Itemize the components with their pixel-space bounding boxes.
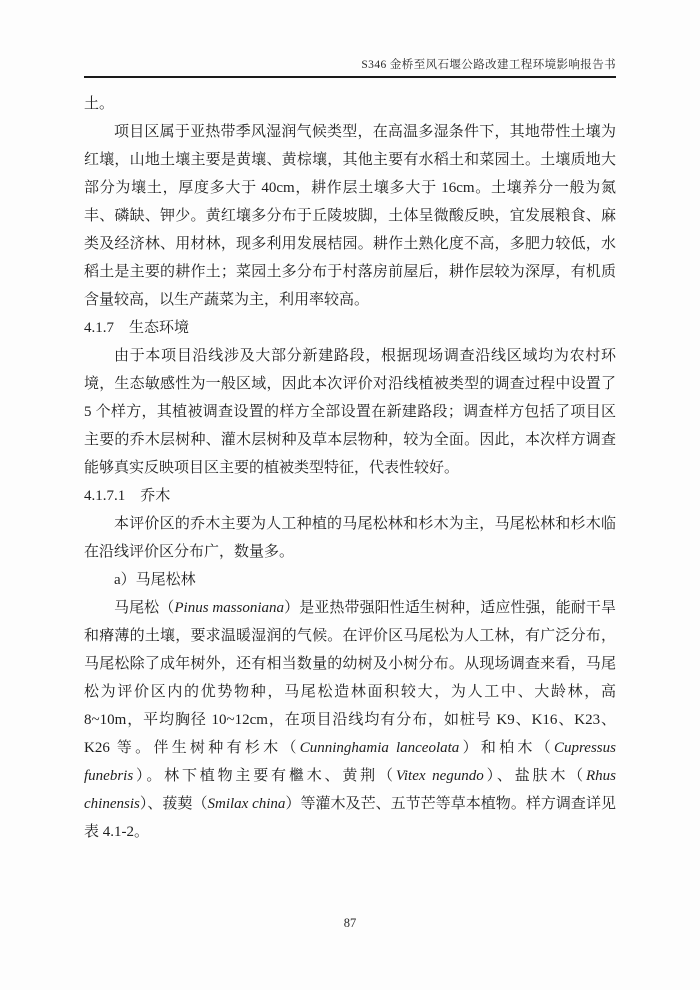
species-latin-name: Vitex negundo <box>395 768 484 784</box>
text-run: 4.1.7.1 乔木 <box>84 488 171 504</box>
header-rule <box>84 76 616 78</box>
species-latin-name: Cupressus funebris <box>84 740 616 784</box>
text-run: 马尾松（ <box>114 600 175 616</box>
text-run: 土。 <box>84 96 115 112</box>
text-run: 4.1.7 生态环境 <box>84 320 190 336</box>
page-header <box>84 56 616 78</box>
text-run: ）等灌木及芒、五节芒等草本植物。样方调查详见表 4.1-2。 <box>84 796 616 840</box>
list-item-heading <box>84 566 616 594</box>
page-number: 87 <box>343 916 357 930</box>
text-run: 由于本项目沿线涉及大部分新建路段，根据现场调查沿线区域均为农村环境，生态敏感性为一般区域，因此本次评价对沿线植被类型的调查过程中设置了 5 个样方，其植被调查设置的样方全部设置在新建路段；调查样方包括了项目区主要的乔木层树种、灌木层树种及草本层物种，较为全面。因此，本次样方调查能够真实反映项目区主要的植被类型特征，代表性较好。 <box>84 348 616 476</box>
text-run: 本评价区的乔木主要为人工种植的马尾松林和杉木为主，马尾松林和杉木临在沿线评价区分布广，数量多。 <box>84 516 616 560</box>
text-run: ）是亚热带强阳性适生树种，适应性强，能耐干旱和瘠薄的土壤，要求温暖湿润的气候。在评价区马尾松为人工林，有广泛分布，马尾松除了成年树外，还有相当数量的幼树及小树分布。从现场调查来看，马尾松为评价区内的优势物种，马尾松造林面积较大，为人工中、大龄林，高 8~10m，平均胸径 10~12cm，在项目沿线均有分布，如桩号 K9、K16、K23、K26 等。伴生树种有杉木（ <box>84 600 616 756</box>
species-latin-name: Rhus chinensis <box>84 768 616 812</box>
paragraph <box>84 594 616 846</box>
section-heading <box>84 314 616 342</box>
species-latin-name: Smilax china <box>207 796 286 812</box>
text-run: ）和柏木（ <box>459 740 555 756</box>
species-latin-name: Pinus massoniana <box>174 600 285 616</box>
paragraph <box>84 510 616 566</box>
paragraph <box>84 342 616 482</box>
text-run: ）、菝葜（ <box>139 796 208 812</box>
report-title: S346 金桥至风石堰公路改建工程环境影响报告书 <box>361 59 616 71</box>
document-body <box>84 90 616 846</box>
text-run: 项目区属于亚热带季风湿润气候类型，在高温多湿条件下，其地带性土壤为红壤，山地土壤主要是黄壤、黄棕壤，其他主要有水稻土和菜园土。土壤质地大部分为壤土，厚度多大于 40cm，耕作层土壤多大于 16cm。土壤养分一般为氮丰、磷缺、钾少。黄红壤多分布于丘陵坡脚，土体呈微酸反映，宜发展粮食、麻类及经济林、用材林，现多利用发展桔园。耕作土熟化度不高，多肥力较低，水稻土是主要的耕作土；菜园土多分布于村落房前屋后，耕作层较为深厚，有机质含量较高，以生产蔬菜为主，利用率较高。 <box>84 124 616 308</box>
text-run: a）马尾松林 <box>114 572 196 588</box>
paragraph <box>84 118 616 314</box>
paragraph-continuation <box>84 90 616 118</box>
species-latin-name: Cunninghamia lanceolata <box>299 740 460 756</box>
section-heading <box>84 482 616 510</box>
text-run: ）、盐肤木（ <box>483 768 586 784</box>
page-footer <box>0 916 700 931</box>
text-run: ）。林下植物主要有檵木、黄荆（ <box>133 768 396 784</box>
